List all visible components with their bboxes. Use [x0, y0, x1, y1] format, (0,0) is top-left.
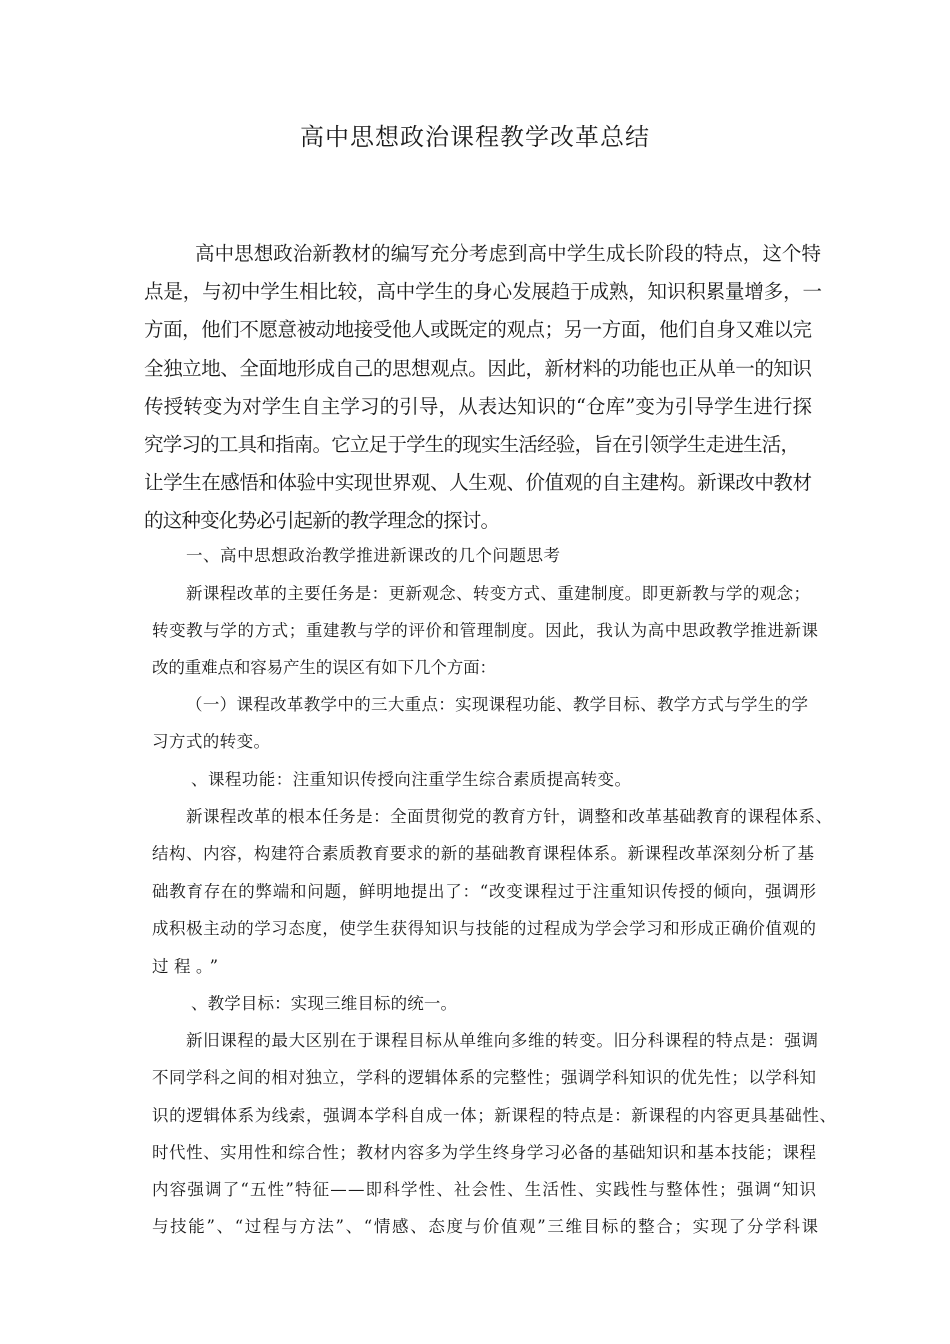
text-line: 让学生在感悟和体验中实现世界观、人生观、价值观的自主建构。新课改中教材: [144, 471, 812, 494]
text-line: 不同学科之间的相对独立，学科的逻辑体系的完整性；强调学科知识的优先性；以学科知: [152, 1068, 817, 1087]
text-line: 新旧课程的最大区别在于课程目标从单维向多维的转变。旧分科课程的特点是：强调: [186, 1031, 819, 1050]
text-line: 过程。”: [152, 957, 224, 976]
text-line: 成积极主动的学习态度，使学生获得知识与技能的过程成为学会学习和形成正确价值观的: [152, 919, 817, 938]
text-line: 时代性、实用性和综合性；教材内容多为学生终身学习必备的基础知识和基本技能；课程: [152, 1143, 817, 1162]
text-line: 点是，与初中学生相比较，高中学生的身心发展趋于成熟，知识积累量增多，一: [144, 280, 822, 303]
text-line: 传授转变为对学生自主学习的引导，从表达知识的“仓库”变为引导学生进行探: [144, 395, 813, 418]
text-line: 、教学目标：实现三维目标的统一。: [191, 994, 458, 1013]
text-line: （一）课程改革教学中的三大重点：实现课程功能、教学目标、教学方式与学生的学: [186, 695, 809, 714]
text-line: 一、高中思想政治教学推进新课改的几个问题思考: [186, 546, 561, 565]
text-line: 习方式的转变。: [152, 732, 271, 751]
text-line: 内容强调了“五性”特征——即科学性、社会性、生活性、实践性与整体性；强调“知识: [152, 1180, 818, 1199]
text-line: 、课程功能：注重知识传授向注重学生综合素质提高转变。: [191, 770, 632, 789]
text-line: 改的重难点和容易产生的误区有如下几个方面：: [152, 658, 496, 677]
text-line: 与技能”、“过程与方法”、“情感、态度与价值观”三维目标的整合；实现了分学科课: [152, 1217, 820, 1236]
text-line: 转变教与学的方式；重建教与学的评价和管理制度。因此，我认为高中思政教学推进新课: [152, 621, 819, 640]
text-line: 础教育存在的弊端和问题，鲜明地提出了：“改变课程过于注重知识传授的倾向，强调形: [152, 882, 817, 901]
text-line: 究学习的工具和指南。它立足于学生的现实生活经验，旨在引领学生走进生活，: [144, 433, 800, 456]
text-line: 结构、内容，构建符合素质教育要求的新的基础教育课程体系。新课程改革深刻分析了基: [152, 844, 815, 863]
document-title: 高中思想政治课程教学改革总结: [300, 123, 650, 151]
text-line: 的这种变化势必引起新的教学理念的探讨。: [144, 509, 500, 532]
text-line: 识的逻辑体系为线索，强调本学科自成一体；新课程的特点是：新课程的内容更具基础性、: [152, 1106, 837, 1125]
text-line: 新课程改革的主要任务是：更新观念、转变方式、重建制度。即更新教与学的观念；: [186, 584, 811, 603]
text-line: 新课程改革的根本任务是：全面贯彻党的教育方针，调整和改革基础教育的课程体系、: [186, 807, 833, 826]
text-line: 方面，他们不愿意被动地接受他人或既定的观点；另一方面，他们自身又难以完: [144, 318, 812, 341]
text-line: 高中思想政治新教材的编写充分考虑到高中学生成长阶段的特点，这个特: [195, 242, 822, 265]
text-line: 全独立地、全面地形成自己的思想观点。因此，新材料的功能也正从单一的知识: [144, 357, 812, 380]
